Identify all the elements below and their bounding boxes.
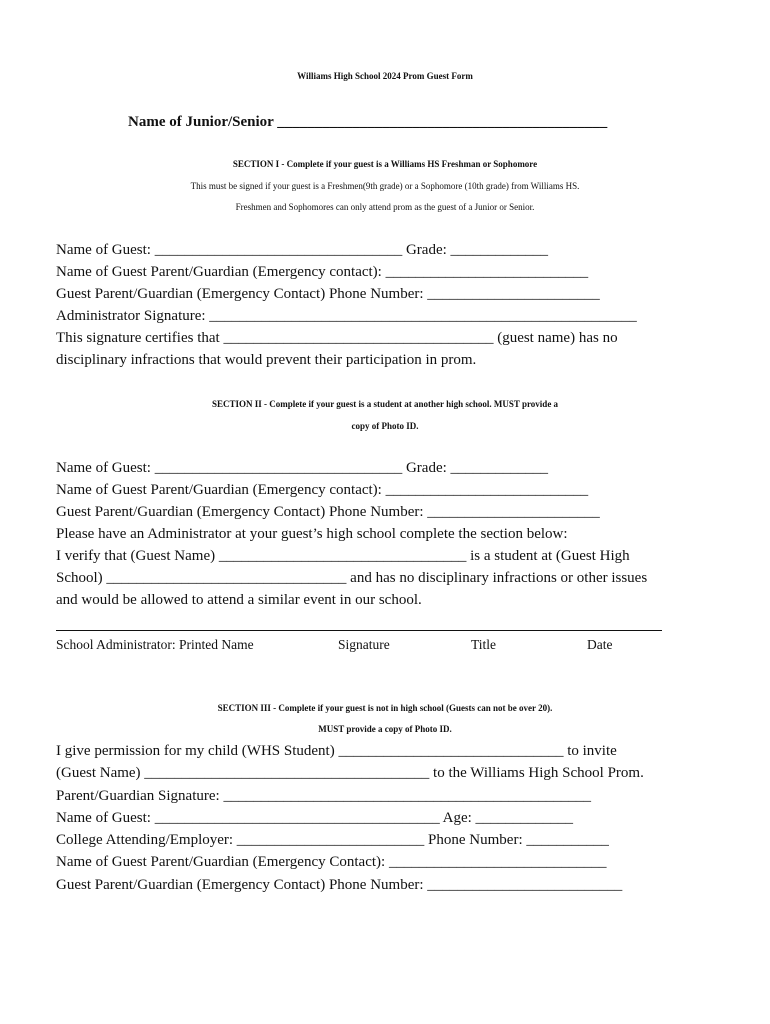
section2-parent-phone-field[interactable]: Guest Parent/Guardian (Emergency Contact) Phone Number: _______________________ (56, 504, 600, 520)
section3-heading-2: MUST provide a copy of Photo ID. (318, 724, 452, 734)
section2-heading-1: SECTION II - Complete if your guest is a student at another high school. MUST provide a (211, 399, 559, 409)
section1-certify-guest-name-field[interactable]: This signature certifies that ____________________________________ (guest name) has no (56, 330, 618, 346)
section1-guest-name-grade-field[interactable]: Name of Guest: _________________________________ Grade: _____________ (56, 242, 549, 258)
section1-admin-signature-field[interactable]: Administrator Signature: _________________________________________________________ (56, 308, 637, 324)
section2-verify-text: and would be allowed to attend a similar event in our school. (56, 592, 422, 608)
junior-senior-name-field[interactable]: Name of Junior/Senior ____________________________________________ (128, 114, 608, 130)
sig-label-signature: Signature (338, 637, 390, 652)
section3-student-permission-field[interactable]: I give permission for my child (WHS Student) ______________________________ to invite (56, 743, 617, 759)
section1-heading: SECTION I - Complete if your guest is a Williams HS Freshman or Sophomore (232, 159, 538, 169)
section3-guest-name-age-field[interactable]: Name of Guest: ______________________________________ Age: _____________ (56, 810, 574, 826)
section3-heading-1: SECTION III - Complete if your guest is not in high school (Guests can not be over 20). (217, 703, 553, 713)
section2-admin-instruction: Please have an Administrator at your guest’s high school complete the section below: (56, 526, 568, 542)
section3-college-phone-field[interactable]: College Attending/Employer: _________________________ Phone Number: ___________ (56, 832, 609, 848)
section2-heading-2: copy of Photo ID. (351, 421, 419, 431)
section1-note-1: This must be signed if your guest is a Freshmen(9th grade) or a Sophomore (10th grade) from Williams HS. (190, 181, 580, 191)
sig-label-title: Title (471, 637, 497, 652)
section2-school-field[interactable]: School) ________________________________ and has no disciplinary infractions or other issues (56, 570, 648, 586)
sig-label-printed-name: School Administrator: Printed Name (56, 637, 254, 652)
admin-signature-line[interactable] (56, 630, 662, 631)
section2-parent-guardian-field[interactable]: Name of Guest Parent/Guardian (Emergency contact): ___________________________ (56, 482, 589, 498)
section3-parent-guardian-field[interactable]: Name of Guest Parent/Guardian (Emergency Contact): _____________________________ (56, 854, 607, 870)
section1-certify-text: disciplinary infractions that would prevent their participation in prom. (56, 352, 477, 368)
section3-parent-phone-field[interactable]: Guest Parent/Guardian (Emergency Contact) Phone Number: __________________________ (56, 877, 623, 893)
section2-guest-name-grade-field[interactable]: Name of Guest: _________________________________ Grade: _____________ (56, 460, 549, 476)
section1-parent-phone-field[interactable]: Guest Parent/Guardian (Emergency Contact) Phone Number: _______________________ (56, 286, 600, 302)
section3-parent-signature-field[interactable]: Parent/Guardian Signature: _________________________________________________ (56, 788, 591, 804)
section1-parent-guardian-field[interactable]: Name of Guest Parent/Guardian (Emergency contact): ___________________________ (56, 264, 589, 280)
section1-note-2: Freshmen and Sophomores can only attend prom as the guest of a Junior or Senior. (235, 202, 535, 212)
form-title: Williams High School 2024 Prom Guest Form (297, 71, 473, 81)
sig-label-date: Date (587, 637, 613, 652)
section3-guest-name-field[interactable]: (Guest Name) ______________________________________ to the Williams High School Prom. (56, 765, 644, 781)
section2-verify-guest-name-field[interactable]: I verify that (Guest Name) _________________________________ is a student at (Guest High (56, 548, 630, 564)
